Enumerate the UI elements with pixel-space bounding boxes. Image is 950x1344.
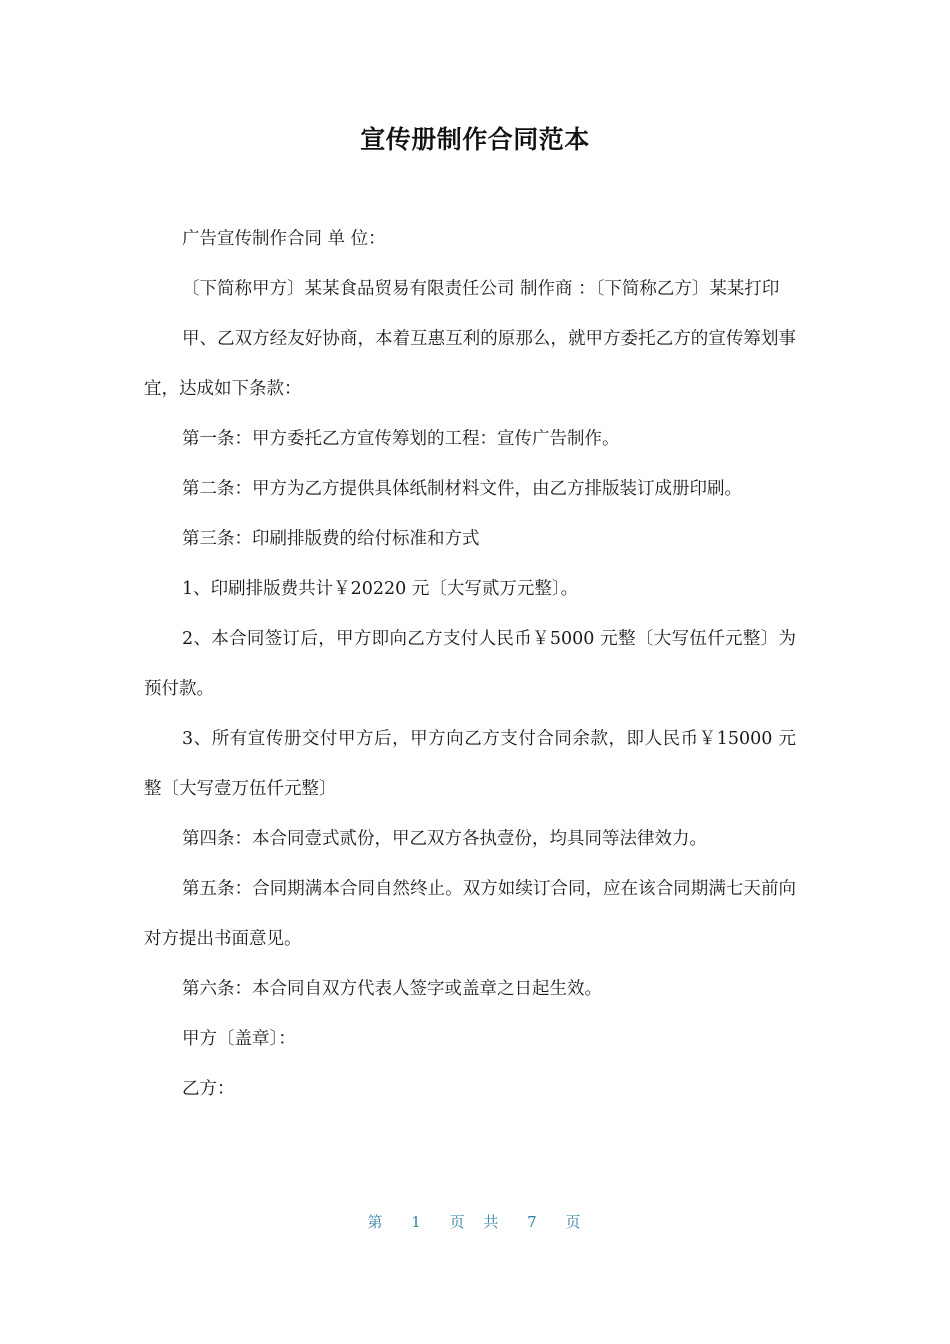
paragraph-article-2: 第二条：甲方为乙方提供具体纸制材料文件，由乙方排版装订成册印刷。 [182, 479, 742, 499]
footer-suffix: 页 [565, 1213, 583, 1231]
paragraph-preamble: 甲、乙双方经友好协商，本着互惠互利的原那么，就甲方委托乙方的宣传筹划事宜，达成如下条款： [144, 329, 796, 399]
page-number-footer [0, 1211, 950, 1232]
paragraph-article-5: 第五条：合同期满本合同自然终止。双方如续订合同，应在该合同期满七天前向对方提出书面意见。 [144, 879, 796, 949]
footer-prefix: 第 [367, 1213, 385, 1231]
paragraph-article-1: 第一条：甲方委托乙方宣传筹划的工程：宣传广告制作。 [182, 429, 620, 449]
paragraph-article-6: 第六条：本合同自双方代表人签字或盖章之日起生效。 [182, 979, 602, 999]
document-body [144, 214, 796, 1114]
paragraph-article-4: 第四条：本合同壹式贰份，甲乙双方各执壹份，均具同等法律效力。 [182, 829, 707, 849]
signature-party-a: 甲方〔盖章〕： [182, 1029, 296, 1049]
paragraph-article-3: 第三条：印刷排版费的给付标准和方式 [182, 529, 480, 549]
footer-total-pages: 7 [527, 1213, 539, 1231]
paragraph-fee-balance: 3、所有宣传册交付甲方后，甲方向乙方支付合同余款，即人民币￥15000 元整〔大写壹万伍仟元整〕 [144, 729, 796, 799]
paragraph-fee-total: 1、印刷排版费共计￥20220 元〔大写贰万元整〕。 [182, 579, 579, 599]
footer-current-page: 1 [411, 1213, 423, 1231]
paragraph-unit: 广告宣传制作合同 单 位： [182, 229, 386, 249]
document-title: 宣传册制作合同范本 [360, 125, 590, 154]
paragraph-fee-prepay: 2、本合同签订后，甲方即向乙方支付人民币￥5000 元整〔大写伍仟元整〕为预付款。 [144, 629, 796, 699]
paragraph-parties: 〔下简称甲方〕某某食品贸易有限责任公司 制作商 ：〔下简称乙方〕某某打印 [182, 279, 780, 299]
footer-middle: 页 共 [449, 1213, 501, 1231]
signature-party-b: 乙方： [182, 1079, 235, 1099]
